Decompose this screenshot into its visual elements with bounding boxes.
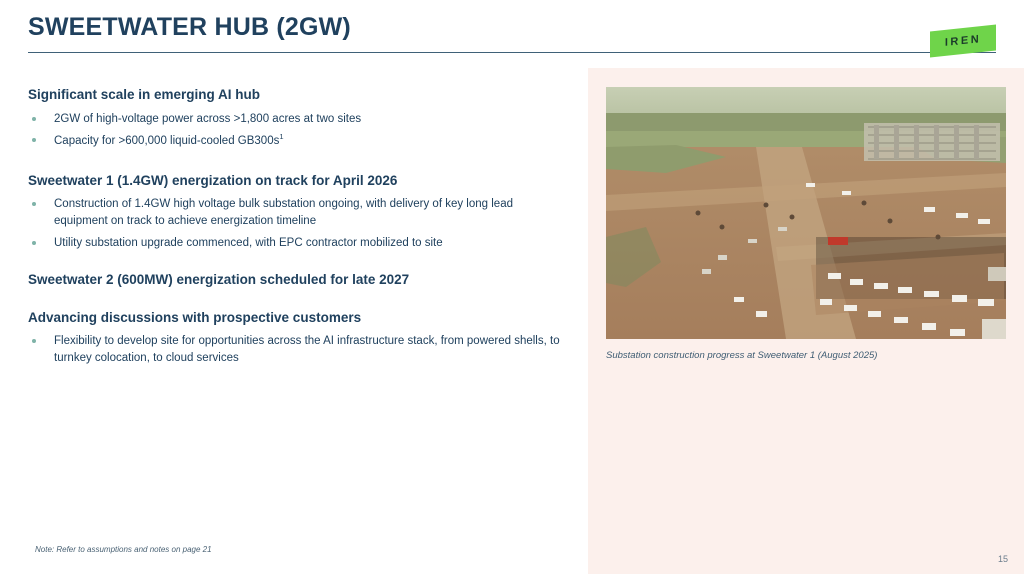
image-panel: [588, 68, 1024, 574]
bullet-list: [28, 111, 568, 150]
list-item-text: Capacity for >600,000 liquid-cooled GB300s: [54, 135, 280, 148]
list-item: [28, 132, 568, 150]
aerial-construction-site-photo: [606, 87, 1006, 339]
slide-header: [28, 14, 996, 42]
section-heading: Sweetwater 2 (600MW) energization scheduled for late 2027: [28, 272, 410, 288]
title-divider: [28, 52, 996, 53]
section-prospective-customers: [28, 309, 568, 367]
section-heading: Sweetwater 1 (1.4GW) energization on track for April 2026: [28, 172, 398, 188]
list-item: Utility substation upgrade commenced, with EPC contractor mobilized to site: [28, 235, 568, 252]
bullet-list: [28, 196, 568, 251]
iren-logo: [930, 28, 996, 54]
footnote-marker: 1: [279, 132, 284, 142]
page-title: SWEETWATER HUB (2GW): [28, 13, 351, 41]
bullet-list: [28, 333, 568, 366]
list-item: 2GW of high-voltage power across >1,800 acres at two sites: [28, 111, 568, 128]
image-caption: Substation construction progress at Sweetwater 1 (August 2025): [606, 350, 878, 361]
section-sweetwater-1: [28, 172, 568, 252]
list-item: Flexibility to develop site for opportunities across the AI infrastructure stack, from powered shells, to turnkey colocation, to cloud services: [28, 333, 568, 366]
page-number: 15: [997, 554, 1008, 564]
footnote-text: Note: Refer to assumptions and notes on page 21: [35, 545, 212, 554]
list-item: Construction of 1.4GW high voltage bulk substation ongoing, with delivery of key long lead equipment on track to achieve energization timeline: [28, 196, 568, 229]
section-heading: Significant scale in emerging AI hub: [28, 87, 261, 102]
content-body: [28, 86, 568, 383]
section-sweetwater-2: [28, 271, 568, 289]
section-significant-scale: [28, 86, 568, 150]
section-heading: Advancing discussions with prospective customers: [28, 309, 362, 325]
logo-text: IREN: [944, 33, 982, 49]
